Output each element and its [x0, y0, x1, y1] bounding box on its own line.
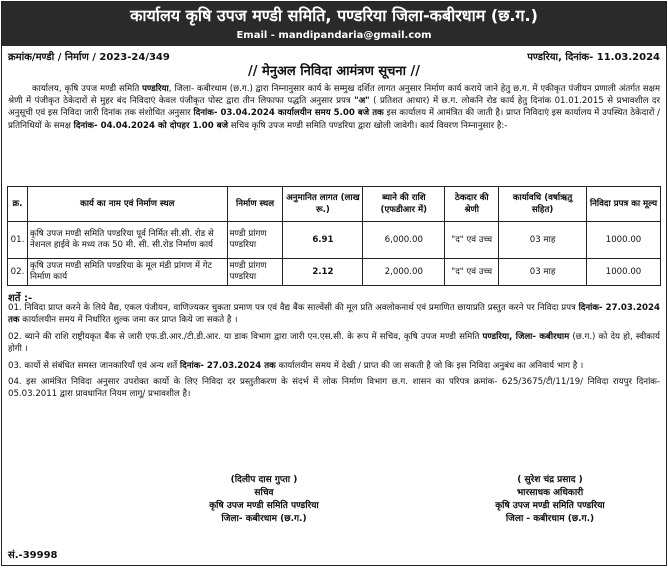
cell-work: कृषि उपज मण्डी समिति पण्डरिया पूर्व निर्मित सी.सी. रोड से नेशनल हाईवे के मध्य तक 50 मी. सी. सी.रोड निर्माण कार्य [27, 222, 227, 259]
header-site: निर्माण स्थल [227, 187, 283, 222]
condition-2-tail: (छ.ग.) को देय हो, स्वीकार्य होगी । [8, 331, 660, 355]
secretary-org: कृषि उपज मण्डी समिति पण्डरिया [209, 501, 319, 511]
condition-1-date: दिनांक- 27.03.2024 तक [8, 303, 660, 326]
cell-deposit: 2,000.00 [363, 259, 445, 286]
cell-form-price: 1000.00 [587, 222, 661, 259]
reference-number: क्रमांक/मण्डी / निर्माण / 2023-24/349 [8, 52, 170, 63]
header-deposit: ब्याने की राशि (एफडीआर में) [363, 187, 445, 222]
condition-1-tail: कार्यालयीन समय में निर्धारित शुल्क जमा कर प्राप्त किये जा सकते है । [19, 315, 238, 326]
intro-text-3: ( प्रतिशत आधार) में छ.ग. लोकनि रोड कार्य हेतु दिनांक 01.01.2015 से प्रभावशील दर अनुसूची एवं इस निविदा जारी दिनांक तक संशोधित अनुसार [8, 96, 660, 119]
notice-title: // मेनुअल निविदा आमंत्रण सूचना // [247, 64, 421, 79]
header-form-price: निविदा प्रपत्र का मूल्य [587, 187, 661, 222]
table-row [8, 259, 661, 286]
condition-4-text: 04. इस आमंत्रित निविदा अनुसार उपरोक्त कार्यो के लिए निविदा दर प्रस्तुतीकरण के संदर्भ में लोक निर्माण विभाग छ.ग. शासन का परिपत्र क्रमांक- 625/3675/टी/11/19/ निविदा रायपुर दिनांक- 05.03.2011 द्वारा प्रावधानित नियम लागू/ प्रभावशील है। [8, 377, 660, 400]
intro-paragraph [2, 81, 666, 184]
cell-duration: 03 माह [499, 259, 587, 286]
header-sno: क्र. [8, 187, 28, 222]
cell-deposit: 6,000.00 [363, 222, 445, 259]
conditions-heading: शर्ते :- [8, 293, 33, 304]
condition-3-tail: कार्यालयीन समय में देखी / प्राप्त की जा सकती है जो कि इस निविदा अनुबंध का अनिवार्य भाग है । [275, 360, 584, 371]
header-duration: कार्यावधि (वर्षाऋतु सहित) [499, 187, 587, 222]
cell-site: मण्डी प्रांगण पण्डरिया [227, 259, 283, 286]
intro-text-2: , जिला- कबीरधाम (छ.ग.) द्वारा निम्नानुसार कार्य के सम्मुख दर्शित लागत अनुसार निर्माण कार्य कराये जाने हेतु छ.ग. में एकीकृत पंजीयन प्रणाली अंतर्गत सक्षम श्रेणी में पंजीकृत ठेकेदारों से मुहर बंद निविदाएं केवल पंजीकृत पोस्ट द्वारा तीन लिफाफा पद्धति अनुसार प्रपत्र [8, 84, 660, 107]
header-work: कार्य का नाम एवं निर्माण स्थल [27, 187, 227, 222]
table-header-row [8, 187, 661, 222]
condition-item [8, 331, 660, 356]
office-email: Email - mandipandaria@gmail.com [236, 30, 432, 41]
cell-work: कृषि उपज मण्डी समिति पण्डरिया के मूल मंडी प्रांगण में गेट निर्माण कार्य [27, 259, 227, 286]
condition-3-text: 03. कार्यो से संबंधित समस्त जानकारियाँ एवं अन्य शर्ते [8, 360, 180, 371]
condition-1-text: 01. निविदा प्राप्त करने के लिये वैद्य, एकल पंजीयन, वाणिज्यकर चुकता प्रमाण पत्र एवं वैद्य बैंक साल्वेंसी की मूल प्रति अवलोकनार्थ एवं प्रमाणित छायाप्रति प्रस्तुत करने पर निविदा प्रपत्र [8, 303, 579, 313]
works-table [7, 186, 661, 286]
header-category: ठेकदार की श्रेणी [445, 187, 499, 222]
secretary-district: जिला- कबीरधाम (छ.ग.) [221, 514, 307, 524]
condition-item [8, 302, 660, 327]
condition-item [8, 360, 660, 372]
header-banner [2, 2, 666, 46]
condition-item [8, 376, 660, 401]
cell-cost: 6.91 [283, 222, 363, 259]
condition-2-place: पण्डरिया, जिला- कबीरधाम [482, 331, 570, 342]
officer-name: ( सुरेश चंद्र प्रसाद ) [517, 475, 583, 485]
cell-sno: 02. [8, 259, 28, 286]
condition-3-date: दिनांक- 27.03.2024 तक [179, 360, 276, 371]
cell-sno: 01. [8, 222, 28, 259]
reference-line [2, 46, 666, 62]
condition-2-text: 02. ब्याने की राशि राष्ट्रीयकृत बैंक से जारी एफ.डी.आर./टी.डी.आर. या डाक विभाग द्वारा जारी एन.एस.सी. के रूप में सचिव, कृषि उपज मण्डी समिति [8, 331, 483, 342]
signature-officer [450, 474, 650, 526]
tender-notice [1, 1, 667, 566]
cell-cost: 2.12 [283, 259, 363, 286]
secretary-designation: सचिव [254, 488, 274, 498]
header-cost: अनुमानित लागत (लाख रू.) [283, 187, 363, 222]
footer-number: सं.-39998 [8, 550, 58, 561]
cell-form-price: 1000.00 [587, 259, 661, 286]
intro-text-5: सचिव कृषि उपज मण्डी समिति पण्डरिया द्वारा खोली जावेगी। कार्य विवरण निम्नानुसार है:- [227, 120, 508, 131]
officer-org: कृषि उपज मण्डी समिति पण्डरिया [495, 501, 605, 511]
table-row [8, 222, 661, 259]
cell-category: "द" एवं उच्च [445, 259, 499, 286]
office-title: कार्यालय कृषि उपज मण्डी समिति, पण्डरिया जिला-कबीरधाम (छ.ग.) [130, 6, 538, 25]
cell-category: "द" एवं उच्च [445, 222, 499, 259]
intro-text-1: कार्यालय, कृषि उपज मण्डी समिति [32, 84, 143, 94]
intro-bold-1: पण्डरिया [142, 84, 169, 94]
intro-text-4: इस कार्यालय में आमंत्रित की जाती है। प्राप्त निविदाएं इस कार्यालय में उपस्थित ठेकेदारों / प्रतिनिधियों के समक्ष [8, 108, 660, 131]
intro-bold-3: दिनांक- 03.04.2024 कार्यालयीन समय 5.00 बजे तक [193, 108, 384, 119]
signature-secretary [154, 474, 374, 526]
intro-bold-4: दिनांक- 04.04.2024 को दोपहर 1.00 बजे [73, 120, 228, 131]
officer-designation: भारसाधक अधिकारी [516, 488, 584, 498]
place-date: पण्डरिया, दिनांक- 11.03.2024 [527, 52, 660, 63]
intro-bold-2: "अ" [354, 96, 370, 107]
officer-district: जिला - कबीरधाम (छ.ग.) [505, 514, 595, 524]
cell-site: मण्डी प्रांगण पण्डरिया [227, 222, 283, 259]
cell-duration: 03 माह [499, 222, 587, 259]
conditions-list [2, 302, 666, 401]
secretary-name: (दिलीप दास गुप्ता ) [230, 475, 298, 485]
